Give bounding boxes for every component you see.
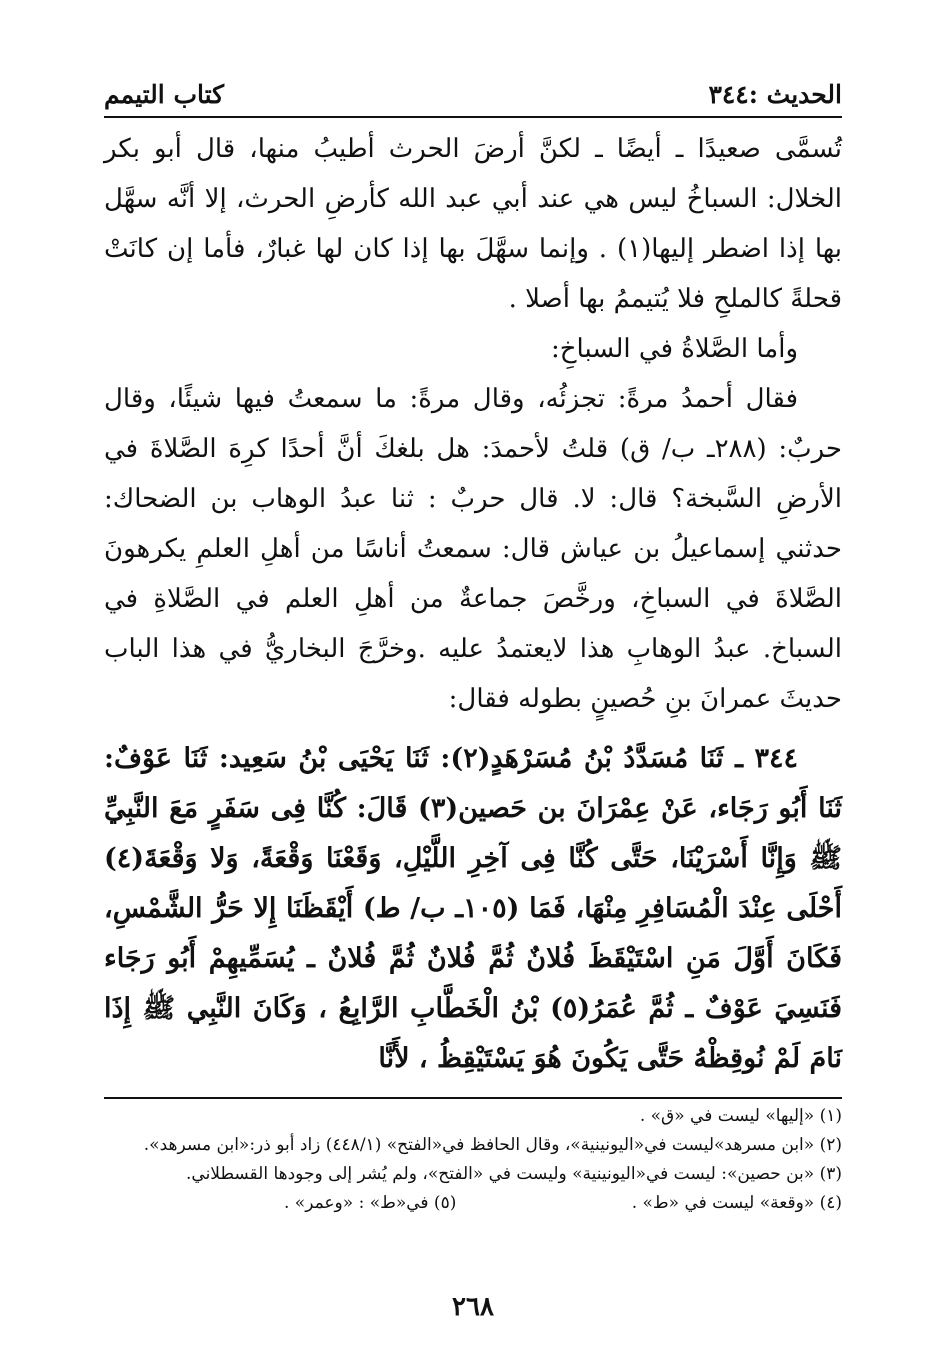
- footnote-row-4-5: [104, 1189, 842, 1218]
- footnote-1: (١) «إليها» ليست في «ق» .: [639, 1106, 842, 1126]
- footnote-divider: [104, 1097, 842, 1099]
- running-header: [104, 76, 842, 112]
- footnote-3: (٣) «بن حصين»: ليست في«اليونينية» وليست في «الفتح»، ولم يُشر إلى وجودها القسطلاني.: [186, 1164, 842, 1184]
- hadith-number-label: الحديث :٣٤٤: [708, 79, 842, 109]
- header-divider: [104, 116, 842, 118]
- footnote-5: (٥) في«ط» : «وعمر» .: [284, 1193, 457, 1213]
- paragraph-2: وأما الصَّلاةُ في السباخِ:: [551, 334, 798, 364]
- book-title: كتاب التيمم: [104, 79, 225, 109]
- page-number: ٢٦٨: [452, 1292, 494, 1322]
- footnote-4: (٤) «وقعة» ليست في «ط» .: [631, 1193, 842, 1213]
- footnote-2: (٢) «ابن مسرهد»ليست في«اليونينية»، وقال الحافظ في«الفتح» (٤٤٨/١) زاد أبو ذر:«ابن مسرهد».: [143, 1135, 842, 1155]
- paragraph-3: فقال أحمدُ مرةً: تجزئُه، وقال مرةً: ما سمعتُ فيها شيئًا، وقال حربٌ: (٢٨٨ـ ب/ ق) قلتُ لأحمدَ: هل بلغكَ أنَّ أحدًا كرِهَ الصَّلاةَ في الأرضِ السَّبخة؟ قال: لا. قال حربٌ : ثنا عبدُ الوهاب بن الضحاك: حدثني إسماعيلُ بن عياش قال: سمعتُ أناسًا من أهلِ العلمِ يكرهونَ الصَّلاةَ في السباخِ، ورخَّصَ جماعةٌ من أهلِ العلم في الصَّلاةِ في السباخ. عبدُ الوهابِ هذا لايعتمدُ عليه .وخرَّجَ البخاريُّ في هذا الباب حديثَ عمرانَ بنِ حُصينٍ بطوله فقال:: [104, 384, 842, 714]
- main-text: [104, 124, 842, 1084]
- hadith-text: ٣٤٤ ـ ثَنَا مُسَدَّدُ بْنُ مُسَرْهَدٍ(٢): ثَنَا يَحْيَى بْنُ سَعِيد: ثَنَا عَوْفٌ: ثَنَا أَبُو رَجَاء، عَنْ عِمْرَانَ بن حَصين(٣) قَالَ: كُنَّا فِى سَفَرٍ مَعَ النَّبِيِّ ﷺ وَإِنَّا أَسْرَيْنَا، حَتَّى كُنَّا فِى آخِرِ اللَّيْلِ، وَقَعْنَا وَقْعَةً، وَلا وَقْعَةَ(٤) أَحْلَى عِنْدَ الْمُسَافِرِ مِنْهَا، فَمَا (١٠٥ـ ب/ ط) أَيْقَظَنَا إِلا حَرُّ الشَّمْسِ، فَكَانَ أَوَّلَ مَنِ اسْتَيْقَظَ فُلانٌ ثُمَّ فُلانٌ ثُمَّ فُلانٌ ـ يُسَمِّيهِمْ أَبُو رَجَاء فَنَسِيَ عَوْفٌ ـ ثُمَّ عُمَرُ(٥) بْنُ الْخَطَّابِ الرَّابِعُ ، وَكَانَ النَّبِي ﷺ إِذَا نَامَ لَمْ نُوقِظْهُ حَتَّى يَكُونَ هُوَ يَسْتَيْقِظُ ، لأَنَّا: [104, 743, 843, 1074]
- paragraph-1: تُسمَّى صعيدًا ـ أيضًا ـ لكنَّ أرضَ الحرث أطيبُ منها، قال أبو بكر الخلال: السباخُ ليس هي عند أبي عبد الله كأرضِ الحرث، إلا أنَّه سهَّل بها إذا اضطر إليها(١) . وإنما سهَّلَ بها إذا كان لها غبارٌ، فأما إن كانَتْ قحلةً كالملحِ فلا يُتيممُ بها أصلا .: [104, 134, 842, 314]
- footnotes: [104, 1102, 842, 1218]
